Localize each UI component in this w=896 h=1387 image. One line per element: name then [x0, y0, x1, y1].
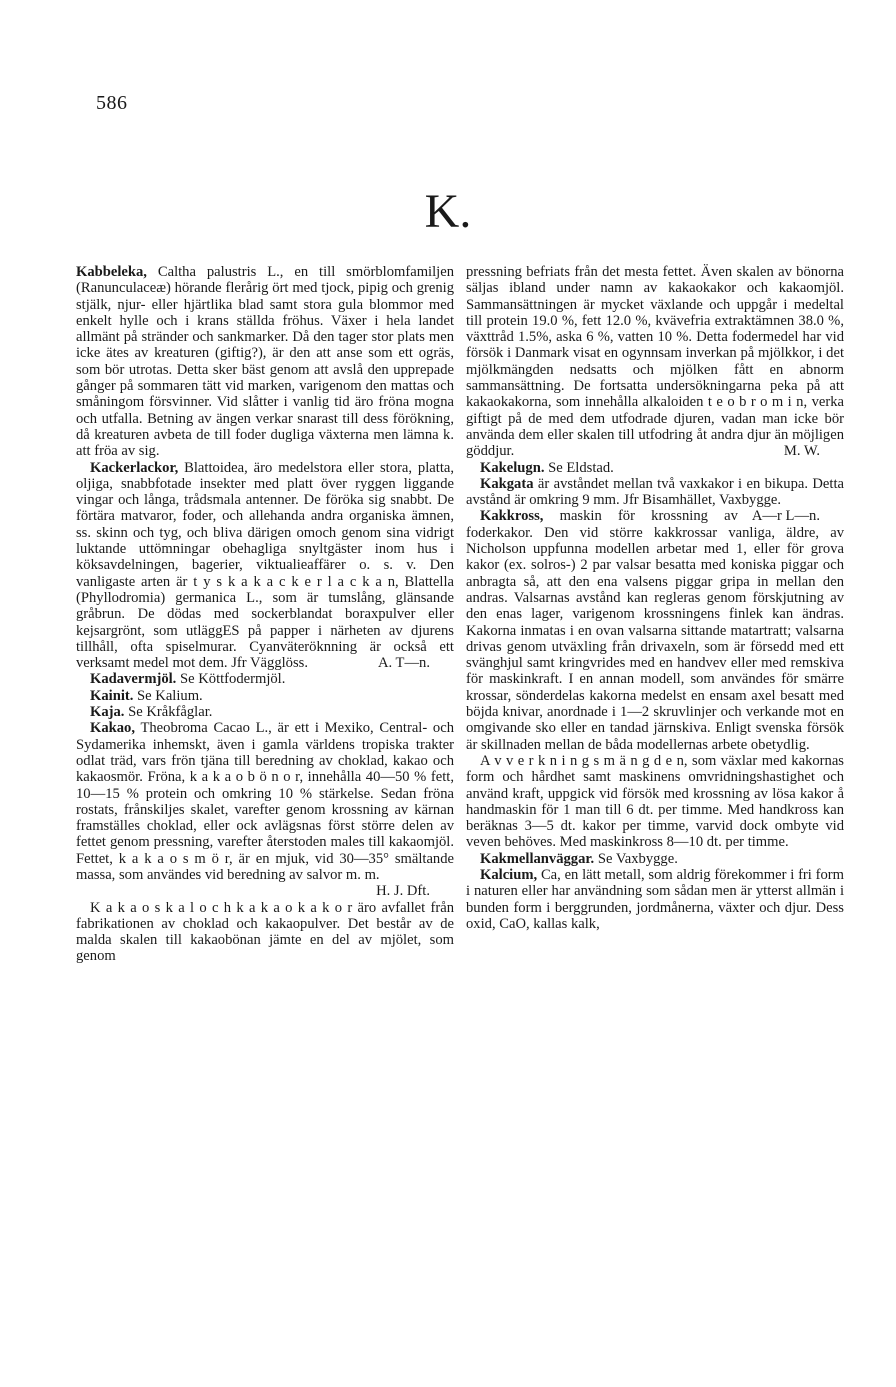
entry-signature: A—r L—n.	[751, 508, 820, 525]
entry-signature: A. T—n.	[377, 655, 430, 672]
entry-signature: H. J. Dft.	[376, 883, 430, 900]
entry-term: Kakmellanväggar.	[480, 850, 595, 867]
entry-text: Se Kalium.	[133, 687, 203, 704]
entry-avverkningsmangden	[466, 753, 844, 851]
right-column	[466, 264, 844, 932]
entry-kakkross	[466, 508, 844, 752]
entry-text: Ca, en lätt metall, som aldrig förekommer i fri form i naturen eller har användning som sådan men är ytterst allmän i bunden form i berggrunden, jordmånerna, växter och djur. Dess oxid, CaO, kallas kalk,	[466, 866, 844, 932]
entry-kalcium	[466, 867, 844, 932]
entry-term: Kakelugn.	[480, 459, 545, 476]
left-column	[76, 264, 454, 965]
entry-text: K a k a o s k a l o c h k a k a o k a k o r äro avfallet från fabrikationen av choklad och kakaopulver. Det består av de malda skalen till kakaobönan jämte en del av mjölet, som genom	[76, 899, 454, 965]
entry-text: är avståndet mellan två vaxkakor i en bikupa. Detta avstånd är omkring 9 mm. Jfr Bisamhället, Vaxbygge.	[466, 475, 844, 509]
entry-text: Theobroma Cacao L., är ett i Mexiko, Central- och Sydamerika inhemskt, även i gamla världens tropiska trakter odlat träd, vars frön tjäna till beredning av choklad, kakao och kakaosmör. Fröna, k a k a o b ö n o r, innehålla 40—50 % fett, 10—15 % protein och omkring 10 % stärkelse. Sedan fröna rostats, frånskiljes skalet, varefter genom krossning av kärnan framställes choklad, eller ock avlägsnas först större delen av fettet genom pressning, varefter återstoden males till kakaomjöl. Fettet, k a k a o s m ö r, är en mjuk, vid 30—35° smältande massa, som användes vid beredning av salvor m. m.	[76, 720, 454, 883]
entry-text: Se Eldstad.	[544, 459, 614, 476]
entry-kabbeleka	[76, 264, 454, 460]
entry-text: Se Vaxbygge.	[594, 850, 678, 867]
entry-kakelugn	[466, 460, 844, 476]
entry-term: Kalcium,	[480, 866, 538, 883]
page-number: 586	[96, 92, 128, 114]
entry-text: Blattoidea, äro medelstora eller stora, platta, oljiga, snabbfotade insekter med platt över ryggen liggande vingar och långa, trådsmala antenner. De föröka sig snabbt. De förtära matvaror, foder, och allehanda andra organiska ämnen, ss. skinn och tyg, och bliva därigen omoch genom sina vidrigt luktande uttömningar obehagliga snyltgäster inom hus i köksavdelningen, bagerier, viktualieaffärer o. s. v. Den vanligaste arten är t y s k a k a c k e r l a c k a n, Blattella (Phyllodromia) germanica L., som är tumslång, glänsande gråbrun. De dödas med sockerblandat boraxpulver eller kejsargrönt, som utläggES på papper i närheten av djurens tillhåll, ofta spiselmurar. Cyanväteröknning är också ett verksamt medel mot dem. Jfr Vägglöss.	[76, 459, 454, 672]
entry-term: Kabbeleka,	[76, 264, 147, 280]
entry-term: Kackerlackor,	[90, 459, 179, 476]
section-letter: K.	[424, 185, 472, 238]
entry-text: pressning befriats från det mesta fettet. Även skalen av bönorna säljas ibland under namn av kakaokakor och kakaomjöl. Sammansättningen är mycket växlande och uppgår i medeltal till protein 19.0 %, fett 12.0 %, kvävefria extraktämnen 38.0 %, växttråd 1.5%, aska 6 %, vatten 10 %. Detta fodermedel har vid försök i Danmark visat en ogynnsam inverkan på mjölkkor, i det mjölkmängden nedsatts och mjölken fått en abnorm sammansättning. De fortsatta undersökningarna peka på att kakaokakorna, som innehålla alkaloiden t e o b r o m i n, verka giftigt på de med dem utfodrade djuren, vadan man icke bör använda dem eller skalen till utfodring åt andra djur än möjligen göddjur.	[466, 264, 844, 460]
entry-text: maskin för krossning av foderkakor. Den vid större kakkrossar vanliga, äldre, av Nicholson uppfunna modellen arbetar med 1, eller för grova kakor (ex. solros-) 2 par valsar besatta med koniska piggar och anbragta så, att den ena valsens piggar gripa in mellan den andras. Valsarnas avstånd kan regleras genom förskjutning av den enas lager, varigenom krossningens finlek kan ändras. Kakorna inmatas i en ovan valsarna sittande matartratt; valsarna drivas genom utväxling från drivaxeln, som är försedd med ett svänghjul samt kringvrides med en handvev eller med remskiva för maskinkraft. I en annan modell, som användes för smärre krossar, sönderdelas kakorna medelst en ensam axel besatt med böjda knivar, anordnade i 1—2 skruvlinjer och verkande mot en omgivande sko eller en tandad järnskiva. Enligt svenska försök är skillnaden mellan de båda modellernas arbete obetydlig.	[466, 508, 844, 753]
entry-kakao	[76, 720, 454, 899]
entry-term: Kakkross,	[480, 508, 544, 525]
entry-term: Kaja.	[90, 704, 125, 721]
entry-kackerlackor	[76, 460, 454, 672]
entry-kadavermjol	[76, 671, 454, 687]
entry-kakaoskal	[76, 900, 454, 965]
entry-text: Se Kråkfåglar.	[124, 704, 213, 721]
entry-kakao-continued	[466, 264, 844, 460]
entry-signature: M. W.	[783, 443, 820, 460]
entry-kainit	[76, 688, 454, 704]
entry-term: Kakao,	[90, 720, 136, 737]
entry-term: Kakgata	[480, 475, 534, 492]
entry-term: Kadavermjöl.	[90, 671, 177, 688]
entry-text: A v v e r k n i n g s m ä n g d e n, som växlar med kakornas form och hårdhet samt maskinens omvridningshastighet och använd kraft, uppgick vid försök med krossning av lösa kakor å handmaskin för 1 man till 6 dt. per timme. Med handkross kan beräknas 3—5 dt. kakor per timme, varvid dock ombyte vid veven behöves. Med maskinkross 8—10 dt. per timme.	[466, 752, 844, 851]
entry-text: Caltha palustris L., en till smörblomfamiljen (Ranunculaceæ) hörande flerårig ört med tjock, pipig och grenig stjälk, njur- eller hjärtlika blad samt stora gula blommor med enkelt hylle och i krans ställda fröhus. Växer i hela landet allmänt på stränder och sankmarker. Då den tager stor plats men icke ätes av kreaturen (giftig?), är den att anse som ett ogräs, som bör utrotas. Detta sker bäst genom att avslå den upprepade gånger på sommaren tätt vid marken, varigenom den mattas och småningom försvinner. Vid slåtter i vanlig tid äro fröna mogna och utfalla. Betning av ängen verkar snarast till dess förökning, då kreaturen avbeta de till foder dugliga växterna men lämna k. att fröa av sig.	[76, 264, 454, 460]
entry-kakmellanvaggar	[466, 851, 844, 867]
entry-kaja	[76, 704, 454, 720]
entry-term: Kainit.	[90, 687, 134, 704]
entry-text: Se Köttfodermjöl.	[176, 671, 286, 688]
